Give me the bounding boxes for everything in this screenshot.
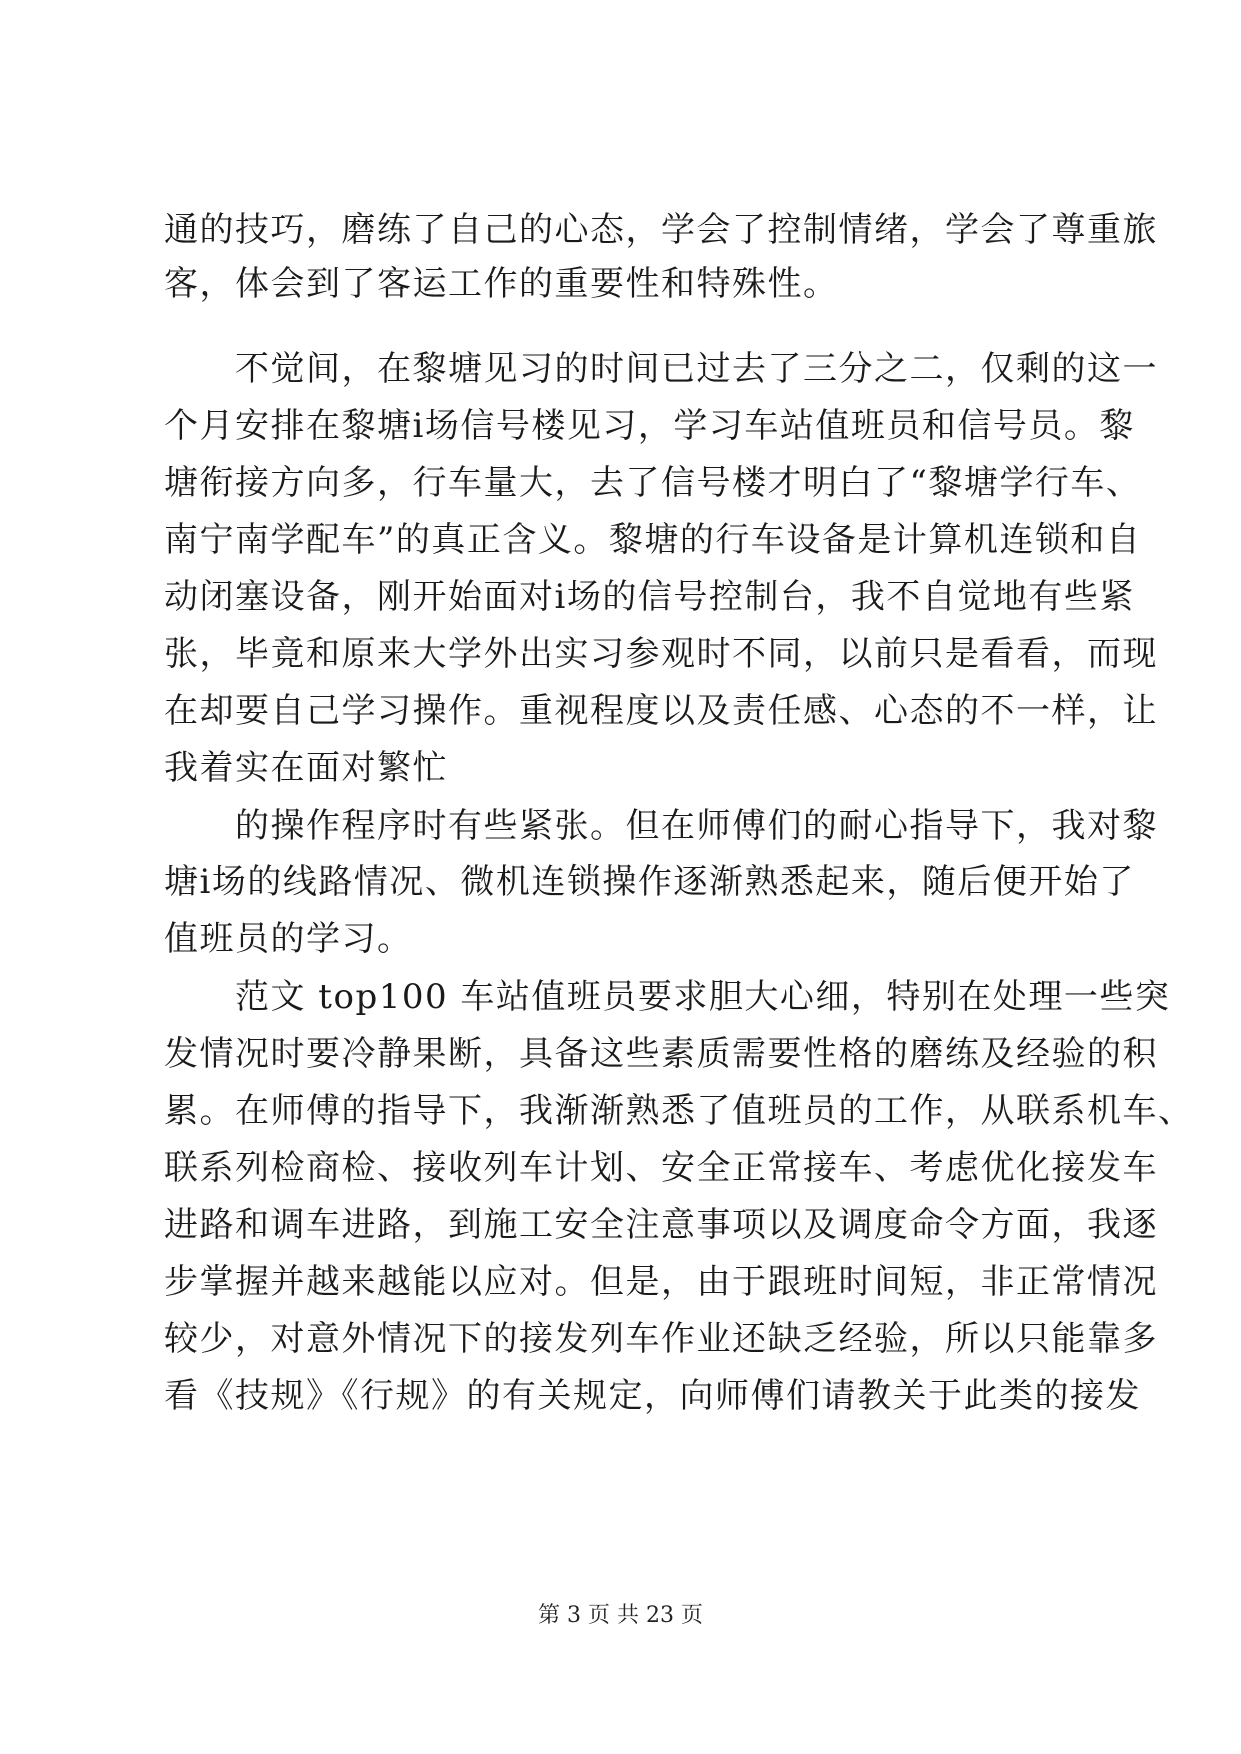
text-line: 塘ⅰ场的线路情况、微机连锁操作逐渐熟悉起来，随后便开始了	[164, 862, 1135, 902]
text-line: 动闭塞设备，刚开始面对ⅰ场的信号控制台，我不自觉地有些紧	[164, 577, 1135, 617]
text-line: 值班员的学习。	[164, 919, 413, 959]
text-line: 发情况时要冷静果断，具备这些素质需要性格的磨练及经验的积	[164, 1034, 1158, 1074]
text-line: 我着实在面对繁忙	[164, 748, 448, 788]
page-footer: 第 3 页 共 23 页	[538, 1603, 703, 1628]
text-line: 塘衔接方向多，行车量大，去了信号楼才明白了“黎塘学行车、	[164, 463, 1142, 503]
text-line: 看《技规》《行规》的有关规定，向师傅们请教关于此类的接发	[164, 1376, 1141, 1416]
text-line: 通的技巧，磨练了自己的心态，学会了控制情绪，学会了尊重旅	[164, 210, 1158, 250]
text-line: 南宁南学配车”的真正含义。黎塘的行车设备是计算机连锁和自	[164, 520, 1142, 560]
text-line: 张，毕竟和原来大学外出实习参观时不同，以前只是看看，而现	[164, 634, 1158, 674]
text-line: 的操作程序时有些紧张。但在师傅们的耐心指导下，我对黎	[164, 806, 1158, 846]
text-line: 累。在师傅的指导下，我渐渐熟悉了值班员的工作，从联系机车、	[164, 1091, 1194, 1131]
text-line: 在却要自己学习操作。重视程度以及责任感、心态的不一样，让	[164, 691, 1158, 731]
text-line: 客，体会到了客运工作的重要性和特殊性。	[164, 264, 839, 304]
text-line: 个月安排在黎塘ⅰ场信号楼见习，学习车站值班员和信号员。黎	[164, 406, 1135, 446]
text-line: 较少，对意外情况下的接发列车作业还缺乏经验，所以只能靠多	[164, 1319, 1158, 1359]
text-line: 范文 top100 车站值班员要求胆大心细，特别在处理一些突	[164, 977, 1171, 1017]
text-line: 步掌握并越来越能以应对。但是，由于跟班时间短，非正常情况	[164, 1262, 1158, 1302]
text-line: 不觉间，在黎塘见习的时间已过去了三分之二，仅剩的这一	[164, 349, 1158, 389]
text-line: 进路和调车进路，到施工安全注意事项以及调度命令方面，我逐	[164, 1205, 1158, 1245]
text-line: 联系列检商检、接收列车计划、安全正常接车、考虑优化接发车	[164, 1148, 1158, 1188]
